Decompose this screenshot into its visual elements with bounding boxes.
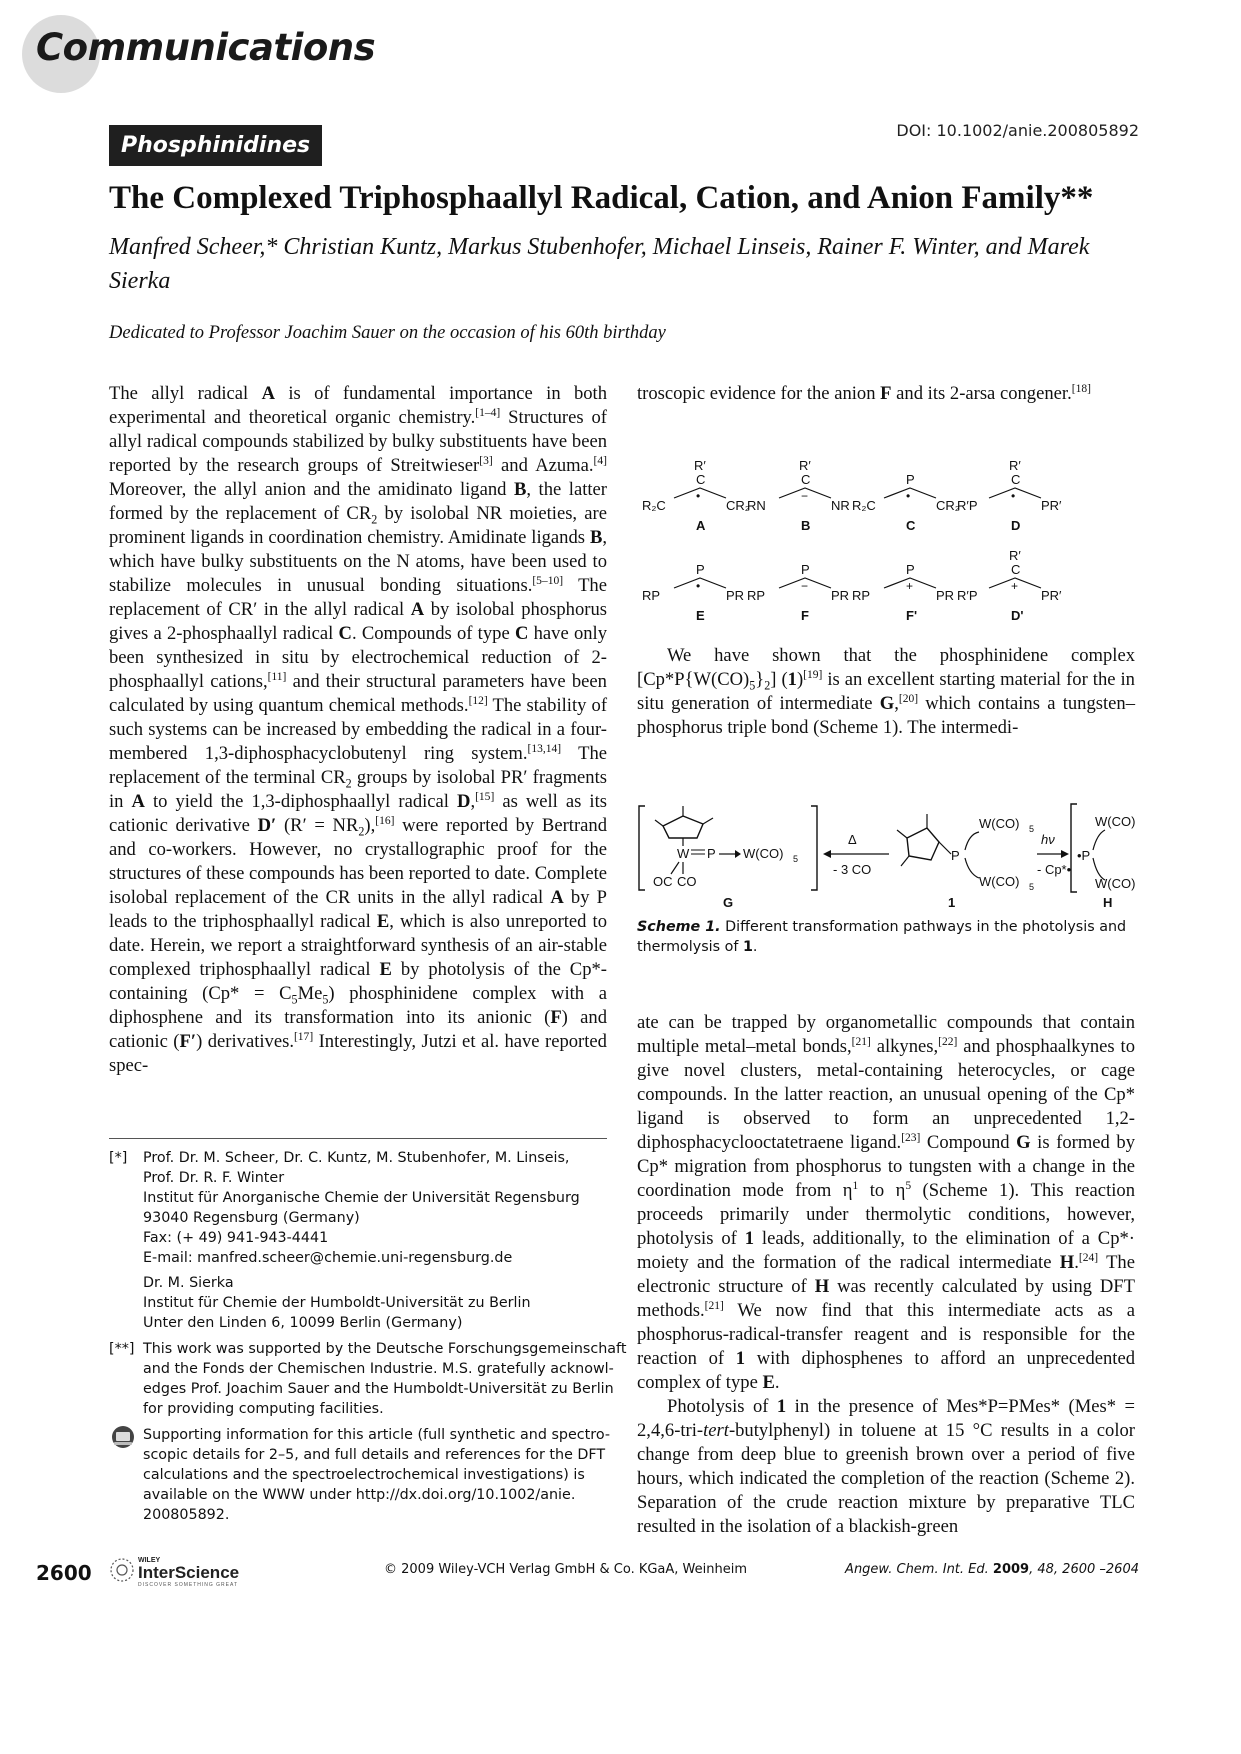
journal-citation: Angew. Chem. Int. Ed. 2009, 48, 2600 –2604 bbox=[845, 1562, 1139, 1577]
structure-label: D' bbox=[1011, 608, 1024, 623]
structure-center-atom: P bbox=[906, 472, 915, 487]
structure-substituent: R′ bbox=[1009, 458, 1021, 473]
structure-left-group: RN bbox=[747, 498, 766, 513]
compound1-ring bbox=[907, 828, 939, 860]
structure-center-atom: C bbox=[801, 472, 811, 487]
structure-charge: + bbox=[906, 579, 914, 593]
structure-right-group: CR₂ bbox=[936, 498, 960, 513]
structure-charge: • bbox=[1011, 489, 1016, 503]
bracket-right bbox=[811, 806, 817, 890]
structure-label: E bbox=[696, 608, 705, 623]
structure-right-group: PR bbox=[831, 588, 850, 603]
supporting-info-icon bbox=[109, 1425, 137, 1449]
scheme1-figure bbox=[635, 794, 1137, 912]
logo-swirl-icon bbox=[111, 1559, 133, 1581]
compound1-wco-top: W(CO) bbox=[979, 816, 1020, 831]
authors: Manfred Scheer,* Christian Kuntz, Markus Stubenhofer, Michael Linseis, Rainer F. Winter, and Marek Sierka bbox=[109, 234, 1090, 294]
svg-text:WILEY: WILEY bbox=[138, 1557, 161, 1564]
body-paragraph: ate can be trapped by organometallic compounds that contain multiple metal–metal bonds,[21] alkynes,[22] and phosphaalkynes to give novel clusters, metal-containing heterocycles, or cage compounds. In the latter reaction, an unusual opening of the Cp* ligand is observed to form an unprecedented 1,2-diphosphacyclooctatetraene ligand.[23] Compound G is formed by Cp* migration from phosphorus to tungsten with a change in the coordination mode from $\eta^1$ to $\eta^5$ (Scheme 1). This reaction proceeds primarily under thermolytic conditions, however, photolysis of 1 leads, additionally, to the elimination of a Cp*· moiety and the formation of the radical intermediate H.[24] The electronic structure of H was recently calculated by using DFT methods.[21] We now find that this intermediate acts as a phosphorus-radical-transfer reagent and is responsible for the reaction of 1 with diphosphenes to afford an unprecedented complex of type E. bbox=[637, 1012, 1136, 1393]
structure-left-group: RP bbox=[642, 588, 661, 603]
structure-right-group: CR₂ bbox=[726, 498, 750, 513]
svg-text:5: 5 bbox=[1029, 882, 1035, 892]
allyl-structures-figure bbox=[642, 458, 1110, 638]
label-G: G bbox=[723, 895, 734, 910]
structure-label: F' bbox=[906, 608, 918, 623]
structure-left-group: RP bbox=[852, 588, 871, 603]
section-title: Communications bbox=[36, 26, 376, 69]
svg-text:5: 5 bbox=[1029, 824, 1035, 834]
structure-left-group: R′P bbox=[957, 588, 978, 603]
structure-label: D bbox=[1011, 518, 1021, 533]
footnotes bbox=[109, 1148, 627, 1531]
footnote-divider bbox=[109, 1138, 607, 1139]
structure-right-group: PR bbox=[726, 588, 745, 603]
structure-substituent: R′ bbox=[694, 458, 706, 473]
footnote-affiliations: [*] Prof. Dr. M. Scheer, Dr. C. Kuntz, M. Stubenhofer, M. Linseis, Prof. Dr. R. F. Winter Institut für Anorganische Chemie der Universität Regensburg 93040 Regensburg (Germany) Fax: (+ 49) 941-943-4441 E-mail: manfred.scheer@chemie.uni-regensburg.de Dr. M. Sierka Institut für Chemie der Humboldt-Universität zu Berlin Unter den Linden 6, 10099 Berlin (Germany) bbox=[109, 1150, 580, 1331]
body-column-left bbox=[109, 382, 607, 1078]
compound1-p: P bbox=[951, 848, 960, 863]
cp-star-ring bbox=[663, 816, 703, 838]
label-H: H bbox=[1103, 895, 1113, 910]
structure-label: B bbox=[801, 518, 811, 533]
article-title: The Complexed Triphosphaallyl Radical, Cation, and Anion Family** bbox=[109, 180, 1094, 216]
dedication: Dedicated to Professor Joachim Sauer on the occasion of his 60th birthday bbox=[109, 323, 666, 343]
structure-center-atom: P bbox=[696, 562, 705, 577]
structure-center-atom: C bbox=[1011, 472, 1021, 487]
arrow1-minus-co: - 3 CO bbox=[833, 862, 872, 877]
body-paragraph: We have shown that the phosphinidene complex $[Cp*P\{W(CO)_5\}_2]$ (1)[19] is an excellent starting material for the in situ generation of intermediate G,[20] which contains a tungsten–phosphorus triple bond (Scheme 1). The intermedi- bbox=[637, 645, 1135, 738]
structure-center-atom: P bbox=[801, 562, 810, 577]
structure-right-group: PR′ bbox=[1041, 498, 1062, 513]
structure-charge: • bbox=[696, 489, 701, 503]
structure-left-group: RP bbox=[747, 588, 766, 603]
g-co-left: OC bbox=[653, 874, 673, 889]
structure-label: F bbox=[801, 608, 809, 623]
structure-charge: − bbox=[801, 489, 809, 503]
footnote-acknowledgment: [**] This work was supported by the Deutsche Forschungsgemeinschaft and the Fonds der Chemischen Industrie. M.S. gratefully acknowl- edges Prof. Joachim Sauer and the Humboldt-Universität zu Berlin for providing computing facilities. bbox=[109, 1341, 627, 1417]
interscience-logo bbox=[108, 1554, 268, 1588]
structure-substituent: R′ bbox=[799, 458, 811, 473]
bracket-left bbox=[639, 806, 645, 890]
structure-center-atom: C bbox=[696, 472, 706, 487]
h-p-radical: •P bbox=[1077, 848, 1091, 863]
structure-right-group: PR′ bbox=[1041, 588, 1062, 603]
arrow1-delta: Δ bbox=[848, 832, 857, 847]
structure-substituent: R′ bbox=[1009, 548, 1021, 563]
structure-right-group: NR bbox=[831, 498, 850, 513]
body-paragraph: The allyl radical A is of fundamental importance in both experimental and theoretical organic chemistry.[1–4] Structures of allyl radical compounds stabilized by bulky substituents have been reported by the research groups of Streitwieser[3] and Azuma.[4] Moreover, the allyl anion and the amidinato ligand B, the latter formed by the replacement of $CR_2$ by isolobal NR moieties, are prominent ligands in coordination chemistry. Amidinate ligands B, which have bulky substituents on the N atoms, have been used to stabilize molecules in unusual bonding situations.[5–10] The replacement of CR′ in the allyl radical A by isolobal phosphorus gives a 2-phosphaallyl radical C. Compounds of type C have only been synthesized in situ by electrochemical reduction of 2-phosphaallyl cations,[11] and their structural parameters have been calculated by using quantum chemical methods.[12] The stability of such systems can be increased by embedding the radical in a four-membered 1,3-diphosphacyclobutenyl ring system.[13,14] The replacement of the terminal $CR_2$ groups by isolobal PR′ fragments in A to yield the 1,3-diphosphaallyl radical D,[15] as well as its cationic derivative D′ $(R' = NR_2),[16]$ were reported by Bertrand and co-workers. However, no crystallographic proof for the structures of these compounds has been reported to date. Complete isolobal replacement of the CR units in the allyl radical A by P leads to the triphosphaallyl radical E, which is also unreported to date. Herein, we report a straightforward synthesis of an air-stable complexed triphosphaallyl radical E by photolysis of the Cp*-containing $(Cp* = C_5Me_5)$ phosphinidene complex with a diphosphene and its transformation into its anionic (F) and cationic (F′) derivatives.[17] Interestingly, Jutzi et al. have reported spec- bbox=[109, 383, 608, 1076]
arrow2-minus-cp: - Cp*• bbox=[1037, 862, 1072, 877]
structure-charge: • bbox=[696, 579, 701, 593]
h-wco-top: W(CO) bbox=[1095, 814, 1136, 829]
structure-right-group: PR bbox=[936, 588, 955, 603]
svg-text:DISCOVER SOMETHING GREAT: DISCOVER SOMETHING GREAT bbox=[138, 1582, 239, 1588]
email-link[interactable]: E-mail: manfred.scheer@chemie.uni-regensburg.de bbox=[143, 1250, 513, 1266]
structure-left-group: R₂C bbox=[642, 498, 666, 513]
supporting-info-link-cont[interactable]: 200805892. bbox=[143, 1507, 230, 1523]
body-paragraph: troscopic evidence for the anion F and its 2-arsa congener.[18] bbox=[637, 382, 1091, 404]
structure-center-atom: P bbox=[906, 562, 915, 577]
body-column-right-bottom bbox=[637, 1011, 1135, 1539]
structure-center-atom: C bbox=[1011, 562, 1021, 577]
g-w-atom: W bbox=[677, 846, 690, 861]
structure-label: A bbox=[696, 518, 706, 533]
arrow2-hv: hν bbox=[1041, 832, 1055, 847]
body-column-right-mid bbox=[637, 644, 1135, 740]
label-1: 1 bbox=[948, 895, 956, 910]
footnote-supporting-info: Supporting information for this article (full synthetic and spectro- scopic details for 2–5, and full details and references for the DFT calculations and the spectroelectrochemical investigations) is available on the WWW under http://dx.doi.org/10.1002/anie. 200805892. bbox=[109, 1425, 607, 1525]
g-co-right: CO bbox=[677, 874, 697, 889]
page-number: 2600 bbox=[36, 1561, 92, 1585]
g-p-atom: P bbox=[707, 846, 716, 861]
structure-left-group: R₂C bbox=[852, 498, 876, 513]
svg-text:5: 5 bbox=[793, 854, 799, 864]
scheme1-caption: Scheme 1. Different transformation pathways in the photolysis and thermolysis of 1. bbox=[637, 919, 1127, 955]
compound1-wco-bottom: W(CO) bbox=[979, 874, 1020, 889]
structure-charge: • bbox=[906, 489, 911, 503]
supporting-info-link[interactable]: available on the WWW under http://dx.doi.org/10.1002/anie. bbox=[143, 1487, 576, 1503]
structure-charge: + bbox=[1011, 579, 1019, 593]
category-label: Phosphinidines bbox=[109, 125, 322, 166]
structure-charge: − bbox=[801, 579, 809, 593]
structure-left-group: R′P bbox=[957, 498, 978, 513]
structure-label: C bbox=[906, 518, 916, 533]
svg-text:InterScience: InterScience bbox=[138, 1563, 240, 1582]
g-wco5: W(CO) bbox=[743, 846, 784, 861]
body-column-right-top bbox=[637, 382, 1135, 406]
body-paragraph: Photolysis of 1 in the presence of Mes*P=PMes* (Mes* = 2,4,6-tri-tert-butylphenyl) in toluene at 15 °C results in a color change from deep blue to greenish brown over a period of five hours, which indicated the completion of the reaction (Scheme 2). Separation of the crude reaction mixture by preparative TLC resulted in the isolation of a blackish-green bbox=[637, 1396, 1135, 1537]
copyright: © 2009 Wiley-VCH Verlag GmbH & Co. KGaA, Weinheim bbox=[384, 1562, 748, 1577]
h-wco-bottom: W(CO) bbox=[1095, 876, 1136, 891]
doi[interactable]: DOI: 10.1002/anie.200805892 bbox=[896, 121, 1139, 140]
